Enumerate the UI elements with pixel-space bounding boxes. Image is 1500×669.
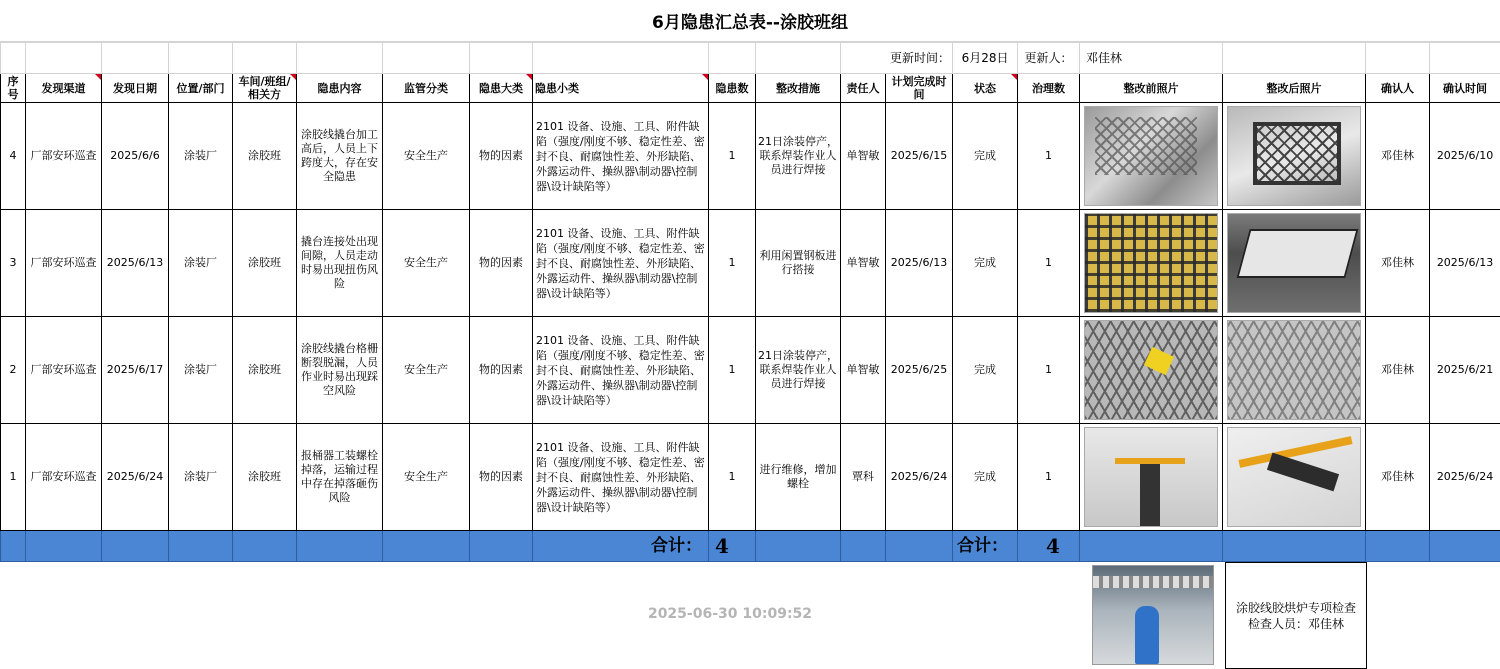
cell-owner[interactable]: 单智敏 — [841, 103, 886, 210]
cell-no[interactable]: 1 — [1, 424, 26, 531]
before-photo-image[interactable] — [1084, 106, 1218, 206]
cell-plan-date[interactable]: 2025/6/15 — [886, 103, 953, 210]
cell-location[interactable]: 涂装厂 — [169, 317, 233, 424]
updater-label: 更新人： — [1018, 43, 1080, 74]
cell-measure[interactable]: 利用闲置钢板进行搭接 — [756, 210, 841, 317]
col-header-content[interactable]: 隐患内容 — [297, 74, 383, 103]
cell-status[interactable]: 完成 — [953, 424, 1018, 531]
cell-owner[interactable]: 单智敏 — [841, 210, 886, 317]
cell-category[interactable]: 安全生产 — [383, 103, 470, 210]
cell-status[interactable]: 完成 — [953, 210, 1018, 317]
cell-category[interactable]: 安全生产 — [383, 424, 470, 531]
cell-channel[interactable]: 厂部安环巡查 — [26, 424, 102, 531]
timestamp-watermark: 2025-06-30 10:09:52 — [647, 606, 813, 622]
cell-status[interactable]: 完成 — [953, 103, 1018, 210]
after-photo-image[interactable] — [1227, 320, 1361, 420]
cell-fixed[interactable]: 1 — [1018, 210, 1080, 317]
cell-confirmer[interactable]: 邓佳林 — [1366, 424, 1430, 531]
col-header-confirm-date[interactable]: 确认时间 — [1430, 74, 1500, 103]
cell-team[interactable]: 涂胶班 — [233, 424, 297, 531]
cell-fixed[interactable]: 1 — [1018, 317, 1080, 424]
total-label-fixed: 合计： — [953, 531, 1018, 562]
table-row — [1, 103, 1500, 210]
before-photo-image[interactable] — [1084, 320, 1218, 420]
cell-category[interactable]: 安全生产 — [383, 317, 470, 424]
cell-plan-date[interactable]: 2025/6/24 — [886, 424, 953, 531]
col-header-date[interactable]: 发现日期 — [102, 74, 169, 103]
cell-photo-before[interactable] — [1080, 103, 1223, 210]
update-time-label: 更新时间： — [841, 43, 953, 74]
cell-major[interactable]: 物的因素 — [470, 317, 533, 424]
total-value-fixed[interactable]: 4 — [1018, 531, 1080, 562]
cell-no[interactable]: 2 — [1, 317, 26, 424]
total-label-count: 合计： — [533, 531, 709, 562]
col-header-photo-after[interactable]: 整改后照片 — [1223, 74, 1366, 103]
cell-plan-date[interactable]: 2025/6/25 — [886, 317, 953, 424]
cell-photo-after[interactable] — [1223, 424, 1366, 531]
cell-location[interactable]: 涂装厂 — [169, 103, 233, 210]
cell-date[interactable]: 2025/6/17 — [102, 317, 169, 424]
cell-confirm-date[interactable]: 2025/6/10 — [1430, 103, 1500, 210]
cell-photo-after[interactable] — [1223, 103, 1366, 210]
cell-minor[interactable]: 2101 设备、设施、工具、附件缺陷（强度/刚度不够、稳定性差、密封不良、耐腐蚀性差、外形缺陷、外露运动件、操纵器\制动器\控制器\设计缺陷等） — [533, 424, 709, 531]
cell-confirm-date[interactable]: 2025/6/21 — [1430, 317, 1500, 424]
inspection-note-inspector: 检查人员：邓佳林 — [1247, 616, 1344, 631]
updater-value: 邓佳林 — [1080, 43, 1223, 74]
total-value-count[interactable]: 4 — [709, 531, 756, 562]
cell-content[interactable]: 涂胶线撬台格栅断裂脱漏，人员作业时易出现踩空风险 — [297, 317, 383, 424]
col-header-fixed[interactable]: 治理数 — [1018, 74, 1080, 103]
cell-date[interactable]: 2025/6/6 — [102, 103, 169, 210]
before-photo-image[interactable] — [1084, 427, 1218, 527]
cell-team[interactable]: 涂胶班 — [233, 103, 297, 210]
cell-major[interactable]: 物的因素 — [470, 103, 533, 210]
cell-count[interactable]: 1 — [709, 317, 756, 424]
cell-confirmer[interactable]: 邓佳林 — [1366, 317, 1430, 424]
after-photo-image[interactable] — [1227, 427, 1361, 527]
col-header-status[interactable]: 状态 — [953, 74, 1018, 103]
inspection-note-title: 涂胶线胶烘炉专项检查 — [1235, 600, 1356, 615]
page-title: 6月隐患汇总表--涂胶班组 — [0, 0, 1500, 42]
cell-status[interactable]: 完成 — [953, 317, 1018, 424]
col-header-major[interactable]: 隐患大类 — [470, 74, 533, 103]
cell-measure[interactable]: 21日涂装停产，联系焊装作业人员进行焊接 — [756, 103, 841, 210]
col-header-channel[interactable]: 发现渠道 — [26, 74, 102, 103]
cell-photo-before[interactable] — [1080, 424, 1223, 531]
cell-no[interactable]: 3 — [1, 210, 26, 317]
after-photo-image[interactable] — [1227, 213, 1361, 313]
col-header-team[interactable]: 车间/班组/相关方 — [233, 74, 297, 103]
cell-content[interactable]: 撬台连接处出现间隙，人员走动时易出现扭伤风险 — [297, 210, 383, 317]
cell-channel[interactable]: 厂部安环巡查 — [26, 317, 102, 424]
cell-count[interactable]: 1 — [709, 424, 756, 531]
cell-plan-date[interactable]: 2025/6/13 — [886, 210, 953, 317]
cell-count[interactable]: 1 — [709, 210, 756, 317]
inspection-photo[interactable] — [1092, 565, 1214, 665]
cell-team[interactable]: 涂胶班 — [233, 210, 297, 317]
cell-major[interactable]: 物的因素 — [470, 210, 533, 317]
cell-minor[interactable]: 2101 设备、设施、工具、附件缺陷（强度/刚度不够、稳定性差、密封不良、耐腐蚀性差、外形缺陷、外露运动件、操纵器\制动器\控制器\设计缺陷等） — [533, 317, 709, 424]
cell-date[interactable]: 2025/6/24 — [102, 424, 169, 531]
col-header-plan-date[interactable]: 计划完成时间 — [886, 74, 953, 103]
after-photo-image[interactable] — [1227, 106, 1361, 206]
cell-date[interactable]: 2025/6/13 — [102, 210, 169, 317]
table-row — [1, 210, 1500, 317]
cell-minor[interactable]: 2101 设备、设施、工具、附件缺陷（强度/刚度不够、稳定性差、密封不良、耐腐蚀性差、外形缺陷、外露运动件、操纵器\制动器\控制器\设计缺陷等） — [533, 210, 709, 317]
before-photo-image[interactable] — [1084, 213, 1218, 313]
cell-measure[interactable]: 进行维修，增加螺栓 — [756, 424, 841, 531]
cell-photo-after[interactable] — [1223, 210, 1366, 317]
cell-fixed[interactable]: 1 — [1018, 103, 1080, 210]
cell-confirmer[interactable]: 邓佳林 — [1366, 103, 1430, 210]
col-header-minor[interactable]: 隐患小类 — [533, 74, 709, 103]
cell-confirmer[interactable]: 邓佳林 — [1366, 210, 1430, 317]
cell-channel[interactable]: 厂部安环巡查 — [26, 210, 102, 317]
cell-content[interactable]: 报桶器工装螺栓掉落，运输过程中存在掉落砸伤风险 — [297, 424, 383, 531]
cell-channel[interactable]: 厂部安环巡查 — [26, 103, 102, 210]
cell-confirm-date[interactable]: 2025/6/13 — [1430, 210, 1500, 317]
cell-team[interactable]: 涂胶班 — [233, 317, 297, 424]
header-row — [1, 74, 1500, 103]
meta-row — [1, 43, 1500, 74]
col-header-no[interactable]: 序号 — [1, 74, 26, 103]
col-header-photo-before[interactable]: 整改前照片 — [1080, 74, 1223, 103]
cell-fixed[interactable]: 1 — [1018, 424, 1080, 531]
cell-count[interactable]: 1 — [709, 103, 756, 210]
hazard-table — [0, 42, 1500, 562]
cell-location[interactable]: 涂装厂 — [169, 424, 233, 531]
cell-confirm-date[interactable]: 2025/6/24 — [1430, 424, 1500, 531]
cell-no[interactable]: 4 — [1, 103, 26, 210]
col-header-location[interactable]: 位置/部门 — [169, 74, 233, 103]
col-header-category[interactable]: 监管分类 — [383, 74, 470, 103]
cell-content[interactable]: 涂胶线撬台加工高后，人员上下跨度大，存在安全隐患 — [297, 103, 383, 210]
cell-minor[interactable]: 2101 设备、设施、工具、附件缺陷（强度/刚度不够、稳定性差、密封不良、耐腐蚀性差、外形缺陷、外露运动件、操纵器\制动器\控制器\设计缺陷等） — [533, 103, 709, 210]
cell-photo-after[interactable] — [1223, 317, 1366, 424]
inspection-note[interactable] — [1225, 562, 1367, 669]
cell-major[interactable]: 物的因素 — [470, 424, 533, 531]
cell-photo-before[interactable] — [1080, 317, 1223, 424]
col-header-owner[interactable]: 责任人 — [841, 74, 886, 103]
cell-owner[interactable]: 覃科 — [841, 424, 886, 531]
cell-owner[interactable]: 单智敏 — [841, 317, 886, 424]
cell-measure[interactable]: 21日涂装停产，联系焊装作业人员进行焊接 — [756, 317, 841, 424]
cell-location[interactable]: 涂装厂 — [169, 210, 233, 317]
col-header-measure[interactable]: 整改措施 — [756, 74, 841, 103]
col-header-count[interactable]: 隐患数 — [709, 74, 756, 103]
cell-photo-before[interactable] — [1080, 210, 1223, 317]
col-header-confirmer[interactable]: 确认人 — [1366, 74, 1430, 103]
cell-category[interactable]: 安全生产 — [383, 210, 470, 317]
table-row — [1, 424, 1500, 531]
table-row — [1, 317, 1500, 424]
update-time-value: 6月28日 — [953, 43, 1018, 74]
total-row — [1, 531, 1500, 562]
